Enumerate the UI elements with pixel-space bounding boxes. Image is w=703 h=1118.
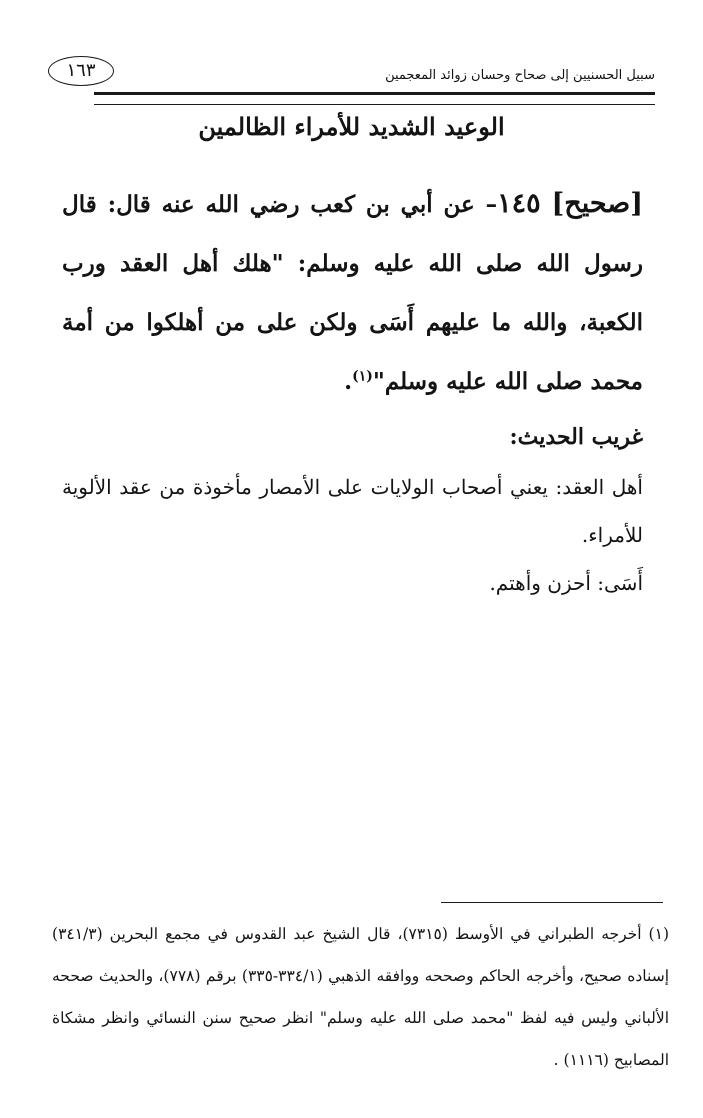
- hadith-grade: [صحيح]: [551, 188, 643, 219]
- gharib-heading: غريب الحديث:: [509, 424, 643, 450]
- gloss-entry-asa: أَسَى: أحزن وأهتم.: [489, 571, 643, 595]
- gloss-entry-ahl-al-aqd: أهل العقد: يعني أصحاب الولايات على الأمصار مأخوذة من عقد الألوية للأمراء.: [62, 475, 643, 547]
- main-text: [62, 174, 643, 607]
- footnote-reference: (١): [352, 368, 373, 385]
- footnote-1: (١) أخرجه الطبراني في الأوسط (٧٣١٥)، قال الشيخ عبد القدوس في مجمع البحرين (٣٤١/٣) إسناده صحيح، وأخرجه الحاكم وصححه ووافقه الذهبي (٣٣٤/١-٣٣٥) برقم (٧٧٨)، والحديث صححه الألباني وليس فيه لفظ "محمد صلى الله عليه وسلم" انظر صحيح سنن النسائي وانظر مشكاة المصابيح (١١١٦) .: [52, 925, 669, 1069]
- hadith-text: – عن أبي بن كعب رضي الله عنه قال: قال رسول الله صلى الله عليه وسلم: "هلك أهل العقد ورب الكعبة، والله ما عليهم أَسَى ولكن على من أهلكوا من أمة محمد صلى الله عليه وسلم": [62, 191, 643, 395]
- chapter-title: الوعيد الشديد للأمراء الظالمين: [198, 112, 505, 141]
- running-header: [48, 56, 655, 94]
- hadith-number: ١٤٥: [497, 188, 541, 219]
- page-number: ١٦٣: [48, 56, 114, 86]
- running-header-title: سبيل الحسنيين إلى صحاح وحسان زوائد المعجمين: [385, 68, 655, 83]
- footnote-separator: [441, 902, 663, 903]
- hadith-end-mark: .: [344, 368, 353, 395]
- hadith-paragraph: [62, 174, 643, 411]
- header-double-rule: [94, 92, 655, 105]
